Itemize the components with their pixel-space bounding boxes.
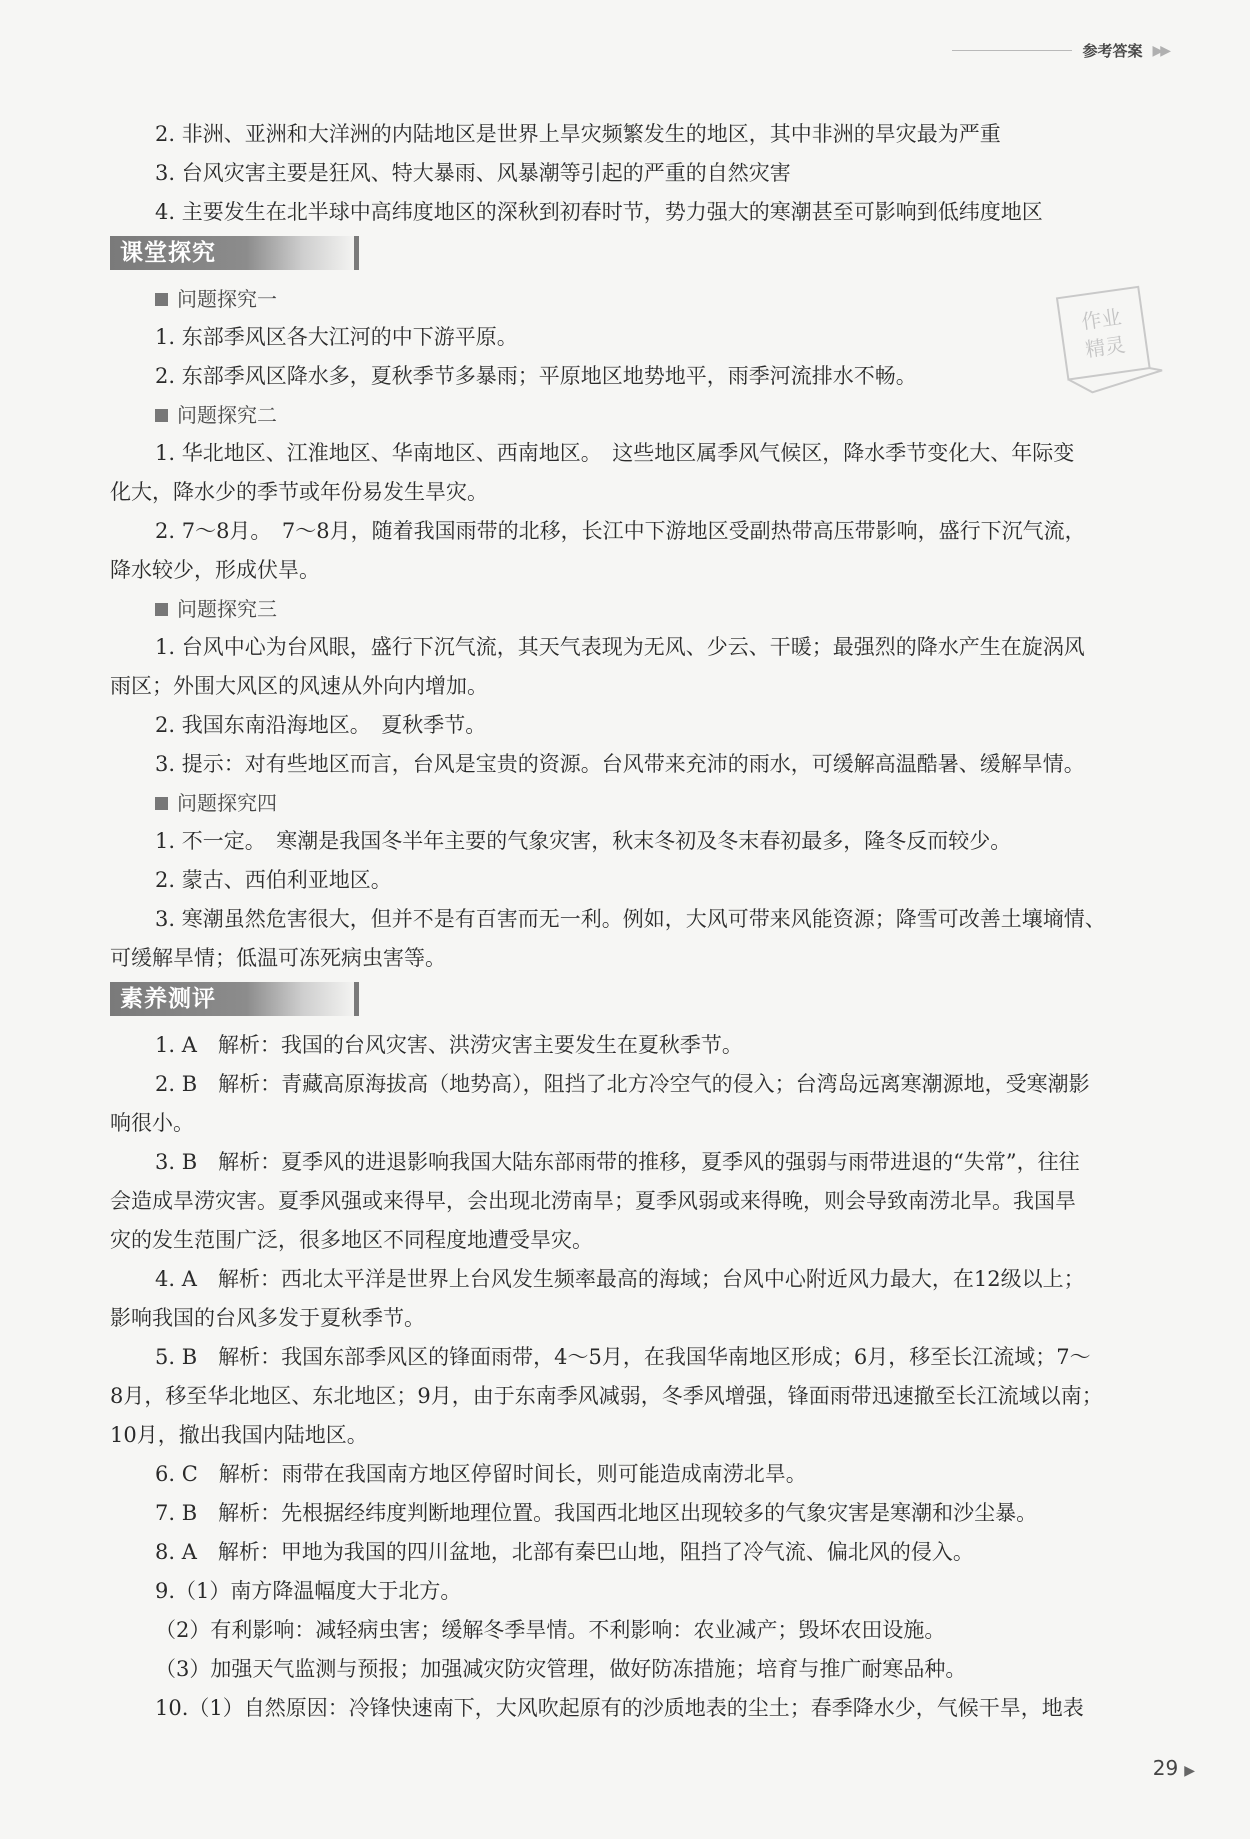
square-bullet-icon xyxy=(155,797,168,810)
answer-line: 1. 华北地区、江淮地区、华南地区、西南地区。 这些地区属季风气候区，降水季节变化大、年际变 xyxy=(155,441,1075,465)
section-banner-assessment xyxy=(110,980,1170,1020)
question-heading: 问题探究四 xyxy=(110,784,1170,822)
section-banner-label: 素养测评 xyxy=(120,985,216,1012)
answer-line: 3. 寒潮虽然危害很大，但并不是有百害而无一利。例如，大风可带来风能资源；降雪可改善土壤墒情、 xyxy=(155,907,1106,931)
section-banner-classroom xyxy=(110,234,1170,274)
answer-line: 8. A 解析：甲地为我国的四川盆地，北部有秦巴山地，阻挡了冷气流、偏北风的侵入。 xyxy=(155,1540,974,1564)
answer-line: 10.（1）自然原因：冷锋快速南下，大风吹起原有的沙质地表的尘土；春季降水少，气候干旱，地表 xyxy=(155,1696,1084,1720)
answer-line: 9.（1）南方降温幅度大于北方。 xyxy=(155,1579,462,1603)
header-arrows-icon: ▶▶ xyxy=(1152,42,1168,59)
top-item: 4. 主要发生在北半球中高纬度地区的深秋到初春时节，势力强大的寒潮甚至可影响到低纬度地区 xyxy=(155,200,1043,224)
answer-line: 4. A 解析：西北太平洋是世界上台风发生频率最高的海域；台风中心附近风力最大，在12级以上； xyxy=(155,1267,1085,1291)
header-rule xyxy=(952,50,1072,51)
section-banner-label: 课堂探究 xyxy=(120,239,216,266)
square-bullet-icon xyxy=(155,603,168,616)
answer-line: 8月，移至华北地区、东北地区；9月，由于东南季风减弱，冬季风增强，锋面雨带迅速撤至长江流域以南； xyxy=(110,1384,1103,1408)
answer-line: 影响我国的台风多发于夏秋季节。 xyxy=(110,1306,425,1330)
answer-line: （3）加强天气监测与预报；加强减灾防灾管理，做好防冻措施；培育与推广耐寒品种。 xyxy=(155,1657,967,1681)
answer-line: 2. 东部季风区降水多，夏秋季节多暴雨；平原地区地势地平，雨季河流排水不畅。 xyxy=(155,364,917,388)
answer-line: 5. B 解析：我国东部季风区的锋面雨带，4～5月，在我国华南地区形成；6月，移至长江流域；7～ xyxy=(155,1345,1091,1369)
page-header xyxy=(952,40,1168,61)
stamp-line1: 作业 xyxy=(1079,304,1123,334)
answer-line: 7. B 解析：先根据经纬度判断地理位置。我国西北地区出现较多的气象灾害是寒潮和沙尘暴。 xyxy=(155,1501,1038,1525)
stamp-line2: 精灵 xyxy=(1083,332,1127,362)
top-item: 3. 台风灾害主要是狂风、特大暴雨、风暴潮等引起的严重的自然灾害 xyxy=(155,161,791,185)
answer-line: 10月，撤出我国内陆地区。 xyxy=(110,1423,368,1447)
question-heading: 问题探究二 xyxy=(110,396,1170,434)
answer-line: 2. 7～8月。 7～8月，随着我国雨带的北移，长江中下游地区受副热带高压带影响，盛行下沉气流， xyxy=(155,519,1086,543)
question-heading: 问题探究三 xyxy=(110,590,1170,628)
answer-line: 1. 台风中心为台风眼，盛行下沉气流，其天气表现为无风、少云、干暖；最强烈的降水产生在旋涡风 xyxy=(155,635,1085,659)
answer-line: 2. 蒙古、西伯利亚地区。 xyxy=(155,868,392,892)
square-bullet-icon xyxy=(155,293,168,306)
answer-line: 化大，降水少的季节或年份易发生旱灾。 xyxy=(110,480,488,504)
top-item: 2. 非洲、亚洲和大洋洲的内陆地区是世界上旱灾频繁发生的地区，其中非洲的旱灾最为严重 xyxy=(155,122,1001,146)
answer-line: 灾的发生范围广泛，很多地区不同程度地遭受旱灾。 xyxy=(110,1228,593,1252)
answer-line: 1. A 解析：我国的台风灾害、洪涝灾害主要发生在夏秋季节。 xyxy=(155,1033,743,1057)
answer-line: 2. B 解析：青藏高原海拔高（地势高），阻挡了北方冷空气的侵入；台湾岛远离寒潮源地，受寒潮影 xyxy=(155,1072,1090,1096)
answer-content xyxy=(110,115,1170,1728)
page-arrow-icon: ▶ xyxy=(1184,1763,1195,1779)
answer-line: 会造成旱涝灾害。夏季风强或来得早，会出现北涝南旱；夏季风弱或来得晚，则会导致南涝北旱。我国旱 xyxy=(110,1189,1076,1213)
answer-line: （2）有利影响：减轻病虫害；缓解冬季旱情。不利影响：农业减产；毁坏农田设施。 xyxy=(155,1618,946,1642)
question-heading: 问题探究一 xyxy=(110,280,1170,318)
answer-line: 1. 不一定。 寒潮是我国冬半年主要的气象灾害，秋末冬初及冬末春初最多，隆冬反而较少。 xyxy=(155,829,1012,853)
page-number: 29 ▶ xyxy=(1152,1756,1195,1780)
answer-line: 1. 东部季风区各大江河的中下游平原。 xyxy=(155,325,518,349)
answer-line: 可缓解旱情；低温可冻死病虫害等。 xyxy=(110,946,446,970)
answer-line: 降水较少，形成伏旱。 xyxy=(110,558,320,582)
header-title: 参考答案 xyxy=(1082,42,1143,60)
answer-line: 2. 我国东南沿海地区。 夏秋季节。 xyxy=(155,713,487,737)
answer-line: 3. B 解析：夏季风的进退影响我国大陆东部雨带的推移，夏季风的强弱与雨带进退的“失常”，往往 xyxy=(155,1150,1080,1174)
answer-line: 响很小。 xyxy=(110,1111,194,1135)
answer-line: 雨区；外围大风区的风速从外向内增加。 xyxy=(110,674,488,698)
answer-line: 6. C 解析：雨带在我国南方地区停留时间长，则可能造成南涝北旱。 xyxy=(155,1462,807,1486)
square-bullet-icon xyxy=(155,409,168,422)
answer-line: 3. 提示：对有些地区而言，台风是宝贵的资源。台风带来充沛的雨水，可缓解高温酷暑、缓解旱情。 xyxy=(155,752,1085,776)
